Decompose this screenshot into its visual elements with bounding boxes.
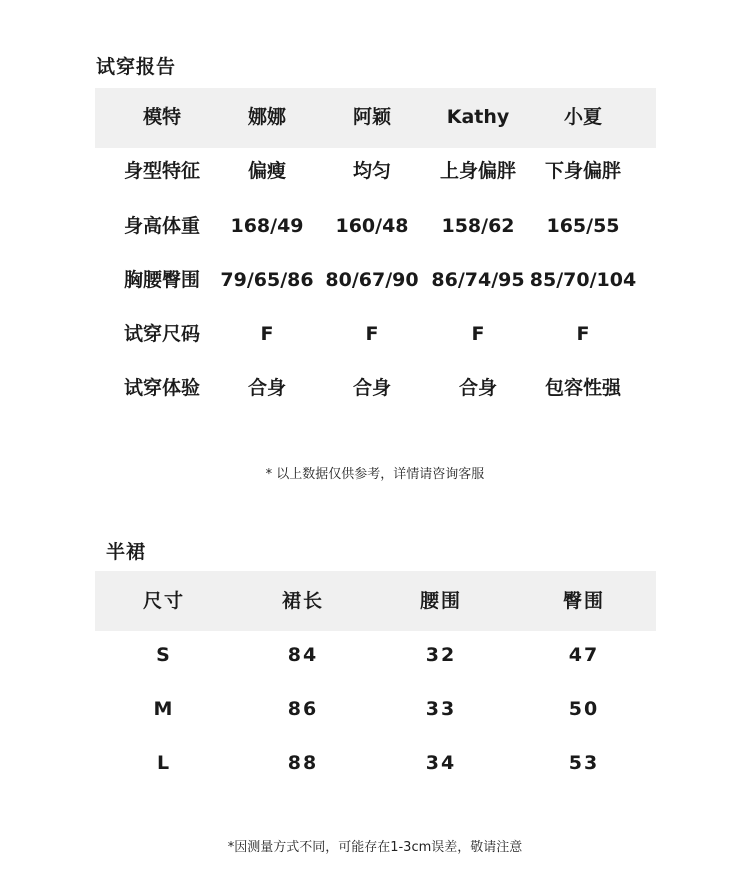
fit-report-cell: F [365,323,379,345]
fit-report-cell: F [471,323,485,345]
fit-report-row-label: 身高体重 [123,215,201,237]
size-chart-cell: 53 [568,752,600,774]
fit-report-row-label: 试穿体验 [123,377,201,399]
size-chart-cell: 34 [425,752,457,774]
size-chart-cell: 32 [425,644,457,666]
fit-report-row-label: 身型特征 [123,160,201,182]
fit-report-cell: 79/65/86 [220,269,314,291]
fit-report-cell: 160/48 [335,215,409,237]
fit-report-cell: F [260,323,274,345]
size-chart-row-label: M [153,698,175,720]
size-chart-cell: 86 [287,698,319,720]
fit-report-cell: 包容性强 [544,377,622,399]
size-chart-header-cell: 臀围 [562,590,606,612]
fit-report-cell: 86/74/95 [431,269,525,291]
size-chart-header-cell: 腰围 [419,590,463,612]
size-chart-header-cell: 尺寸 [142,590,186,612]
size-chart-cell: 88 [287,752,319,774]
size-chart-cell: 84 [287,644,319,666]
size-chart-title: 半裙 [106,541,147,563]
fit-report-cell: 85/70/104 [529,269,637,291]
fit-report-cell: 偏瘦 [247,160,287,182]
size-chart-row-label: S [156,644,172,666]
fit-report-header-cell: Kathy [446,106,510,128]
fit-report-cell: 下身偏胖 [544,160,622,182]
size-chart-cell: 50 [568,698,600,720]
fit-report-cell: 合身 [247,377,287,399]
fit-report-cell: 均匀 [352,160,392,182]
fit-report-cell: 80/67/90 [325,269,419,291]
fit-report-header-cell: 娜娜 [247,106,287,128]
fit-report-cell: 合身 [352,377,392,399]
fit-report-cell: 165/55 [546,215,620,237]
fit-report-row-label: 试穿尺码 [123,323,201,345]
size-chart-row-label: L [156,752,172,774]
fit-report-cell: 合身 [458,377,498,399]
fit-report-row-label: 胸腰臀围 [123,269,201,291]
fit-report-header-cell: 阿颖 [352,106,392,128]
size-chart-cell: 33 [425,698,457,720]
fit-report-cell: 上身偏胖 [439,160,517,182]
fit-report-title: 试穿报告 [96,56,177,78]
size-chart-header-cell: 裙长 [281,590,325,612]
fit-report-note: * 以上数据仅供参考，详情请咨询客服 [265,467,485,482]
fit-report-cell: F [576,323,590,345]
size-chart-note: *因测量方式不同，可能存在1-3cm误差，敬请注意 [227,840,523,855]
fit-report-header-cell: 小夏 [563,106,603,128]
fit-report-cell: 158/62 [441,215,515,237]
fit-report-cell: 168/49 [230,215,304,237]
size-chart-cell: 47 [568,644,600,666]
fit-report-header-cell: 模特 [142,106,182,128]
